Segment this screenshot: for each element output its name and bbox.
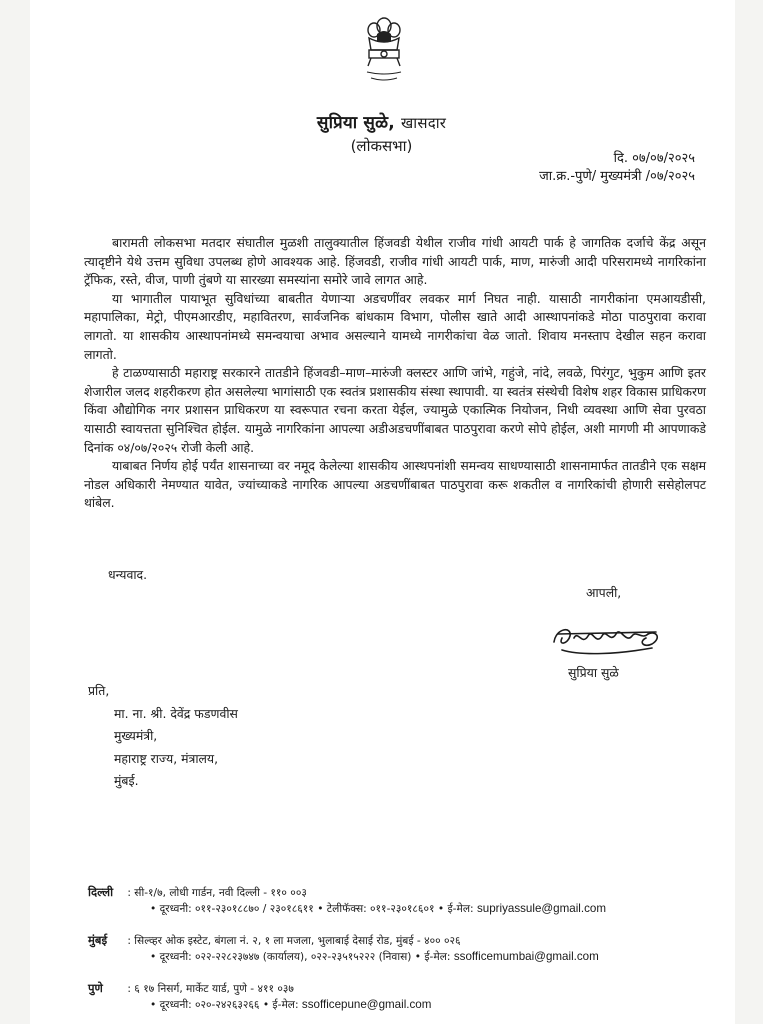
member-name: सुप्रिया सुळे, (316, 113, 395, 133)
footer-address: : सी-१/७, लोधी गार्डन, नवी दिल्ली - ११० ००३ (127, 887, 307, 899)
signer-name: सुप्रिया सुळे (568, 665, 619, 680)
footer-email-link[interactable]: supriyassule@gmail.com (476, 902, 606, 915)
footer-delhi (88, 884, 606, 917)
footer-fax: • टेलीफॅक्स: ०११-२३०१८६०१ (317, 903, 435, 915)
footer-city: दिल्ली (88, 885, 114, 899)
handwritten-signature (548, 612, 666, 660)
footer-phone: • दूरध्वनी: ०११-२३०१८८७० / २३०१८६११ (150, 903, 314, 915)
footer-phone: • दूरध्वनी: ०२२-२२८२३७४७ (कार्यालय), ०२२-२३५१५२२२ (निवास) (150, 951, 412, 963)
reference-number: जा.क्र.-पुणे/ मुख्यमंत्री /०७/२०२५ (539, 169, 695, 184)
recipient-city: मुंबई. (114, 773, 139, 789)
footer-email-label: • ई-मेल: (262, 999, 299, 1011)
member-designation: खासदार (401, 114, 447, 132)
thanks-text: धन्यवाद. (108, 567, 148, 582)
ashoka-emblem-icon (363, 16, 405, 86)
letter-date: दि. ०७/०७/२०२५ (613, 151, 695, 166)
house-name: (लोकसभा) (350, 137, 413, 155)
footer-email-label: • ई-मेल: (414, 951, 451, 963)
footer-address: : ६ १७ निसर्ग, मार्केट यार्ड, पुणे - ४११ ०३७ (127, 983, 294, 995)
footer-email-label: • ई-मेल: (437, 903, 474, 915)
closing-text: आपली, (586, 585, 622, 600)
recipient-title: मुख्यमंत्री, (114, 728, 158, 744)
footer-city: मुंबई (88, 933, 108, 947)
footer-pune (88, 980, 431, 1013)
footer-address: : सिल्व्हर ओक इस्टेट, बंगला नं. २, १ ला मजला, भुलाबाई देसाई रोड, मुंबई - ४०० ०२६ (127, 935, 461, 947)
footer-city: पुणे (88, 981, 103, 995)
recipient-address (88, 680, 238, 793)
recipient-office: महाराष्ट्र राज्य, मंत्रालय, (114, 750, 219, 766)
body-paragraph: या भागातील पायाभूत सुविधांच्या बाबतीत येणाऱ्या अडचणींवर लवकर मार्ग निघत नाही. यासाठी नागरीकांना एमआयडीसी, महापालिका, मेट्रो, पीएमआरडीए, महावितरण, सार्वजनिक बांधकाम विभाग, पोलीस खाते आदी आस्थापनांकडे मोठा पाठपुरावा करावा लागतो. या शासकीय आस्थापनांमध्ये समन्वयाचा अभाव असल्याने यामध्ये नागरीकांचा वेळ जातो. शिवाय मनस्ताप देखील सहन करावा लागतो. (84, 290, 706, 362)
footer-mumbai (88, 932, 599, 965)
recipient-name: मा. ना. श्री. देवेंद्र फडणवीस (114, 705, 238, 721)
body-paragraph: बारामती लोकसभा मतदार संघातील मुळशी तालुक्यातील हिंजवडी येथील राजीव गांधी आयटी पार्क हे जागतिक दर्जाचे केंद्र असून त्यादृष्टीने येथे उत्तम सुविधा उपलब्ध होणे आवश्यक आहे. हिंजवडी, राजीव गांधी आयटी पार्क, माण, मारुंजी आदी परिसरामध्ये नागरिकांना ट्रॅफिक, रस्ते, वीज, पाणी तुंबणे या सारख्या समस्यांना समोरे जावे लागत आहे. (84, 235, 706, 288)
body-paragraph: हे टाळण्यासाठी महाराष्ट्र सरकारने तातडीने हिंजवडी–माण–मारुंजी क्लस्टर आणि जांभे, गहुंजे, नांदे, लवळे, पिरंगुट, भुकुम आणि इतर शेजारील जलद शहरीकरण होत असलेल्या भागांसाठी एक स्वतंत्र प्रशासकीय संस्था स्थापावी. या स्वतंत्र संस्थेची विशेष शहर विकास प्राधिकरण किंवा औद्योगिक नगर प्रशासन प्राधिकरण या स्वरूपात रचना करता येईल, ज्यामुळे एकात्मिक नियोजन, निधी व्यवस्था आणि सेवा पुरवठा यासाठी स्वायत्तता सुनिश्चित होईल. यामुळे नागरिकांना आपल्या अडीअडचणींबाबत पाठपुरावा करणे सोपे होईल, अशी मागणी मी आपणाकडे दिनांक ०४/०७/२०२५ रोजी केली आहे. (84, 365, 706, 455)
body-paragraph: याबाबत निर्णय होई पर्यंत शासनाच्या वर नमूद केलेल्या शासकीय आस्थपनांशी समन्वय साधण्यासाठी शासनामार्फत तातडीने एक सक्षम नोडल अधिकारी नेमण्यात यावेत, ज्यांच्याकडे नागरिक आपल्या अडचणींबाबत पाठपुरावा करू शकतील व नागरिकांची होणारी ससेहोलपट थांबेल. (84, 458, 706, 511)
footer-email-link[interactable]: ssofficepune@gmail.com (301, 998, 432, 1011)
recipient-prefix: प्रति, (88, 683, 110, 698)
footer-email-link[interactable]: ssofficemumbai@gmail.com (453, 950, 599, 963)
letter-body (84, 234, 706, 513)
letterhead-name (0, 110, 763, 133)
footer-phone: • दूरध्वनी: ०२०-२४२६३२६६ (150, 999, 260, 1011)
